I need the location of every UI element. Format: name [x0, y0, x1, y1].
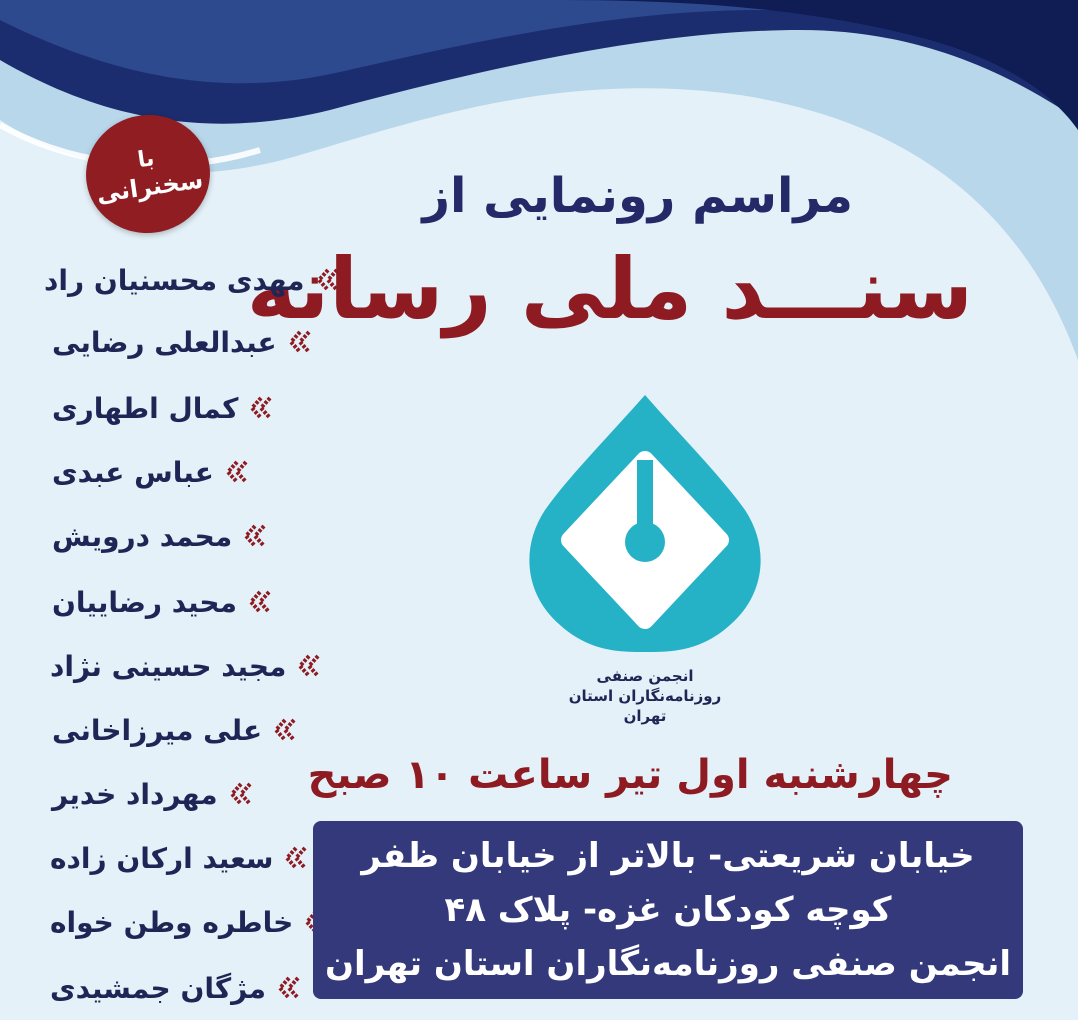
drop-pen-nib-logo: [520, 390, 770, 660]
speaker-name: محمد درویش: [52, 519, 233, 553]
chevron-double-left-icon: [272, 717, 298, 743]
speaker-item: [52, 317, 313, 367]
speaker-name: کمال اطهاری: [52, 391, 239, 425]
organization-caption: [545, 666, 745, 726]
chevron-double-left-icon: [224, 459, 250, 485]
speaker-item: [52, 705, 298, 755]
address-box: [313, 821, 1023, 999]
speaker-item: [52, 447, 250, 497]
speaker-item: [50, 897, 329, 947]
speaker-name: محید رضاییان: [52, 585, 237, 619]
speaker-item: [50, 641, 322, 691]
address-line2: کوچه کودکان غزه- پلاک ۴۸: [444, 890, 892, 930]
event-title-line2: سنـــد ملی رسانه: [246, 240, 973, 338]
speaker-name: مهدی محسنیان راد: [44, 263, 305, 297]
organization-line1: انجمن صنفی: [596, 667, 694, 685]
speaker-item: [44, 255, 341, 305]
speaker-name: سعید ارکان زاده: [50, 841, 274, 875]
chevron-double-left-icon: [248, 395, 274, 421]
chevron-double-left-icon: [287, 329, 313, 355]
speaker-name: مهرداد خدیر: [52, 777, 218, 811]
speaker-item: [52, 769, 254, 819]
speaker-name: علی میرزاخانی: [52, 713, 263, 747]
chevron-double-left-icon: [315, 267, 341, 293]
chevron-double-left-icon: [228, 781, 254, 807]
badge-line1: با: [136, 146, 156, 174]
speaker-name: مژگان جمشیدی: [50, 971, 266, 1005]
speaker-name: خاطره وطن خواه: [50, 905, 294, 939]
chevron-double-left-icon: [242, 523, 268, 549]
address-line1: خیابان شریعتی- بالاتر از خیابان ظفر: [361, 836, 975, 876]
chevron-double-left-icon: [283, 845, 309, 871]
event-datetime: چهارشنبه اول تیر ساعت ۱۰ صبح: [307, 752, 953, 798]
speaker-name: عبدالعلی رضایی: [52, 325, 277, 359]
badge-line2: سخنرانی: [94, 165, 205, 209]
chevron-double-left-icon: [247, 589, 273, 615]
speaker-name: عباس عبدی: [52, 455, 214, 489]
address-line3: انجمن صنفی روزنامه‌نگاران استان تهران: [324, 944, 1012, 984]
speaker-item: [52, 577, 273, 627]
event-title-line1: مراسم رونمایی از: [422, 168, 853, 224]
speaker-item: [50, 833, 309, 883]
speaker-item: [50, 963, 302, 1013]
chevron-double-left-icon: [296, 653, 322, 679]
organization-line2: روزنامه‌نگاران استان تهران: [568, 687, 722, 725]
speaker-name: مجید حسینی نژاد: [50, 649, 287, 683]
speaker-item: [52, 383, 274, 433]
speaker-item: [52, 511, 268, 561]
chevron-double-left-icon: [276, 975, 302, 1001]
